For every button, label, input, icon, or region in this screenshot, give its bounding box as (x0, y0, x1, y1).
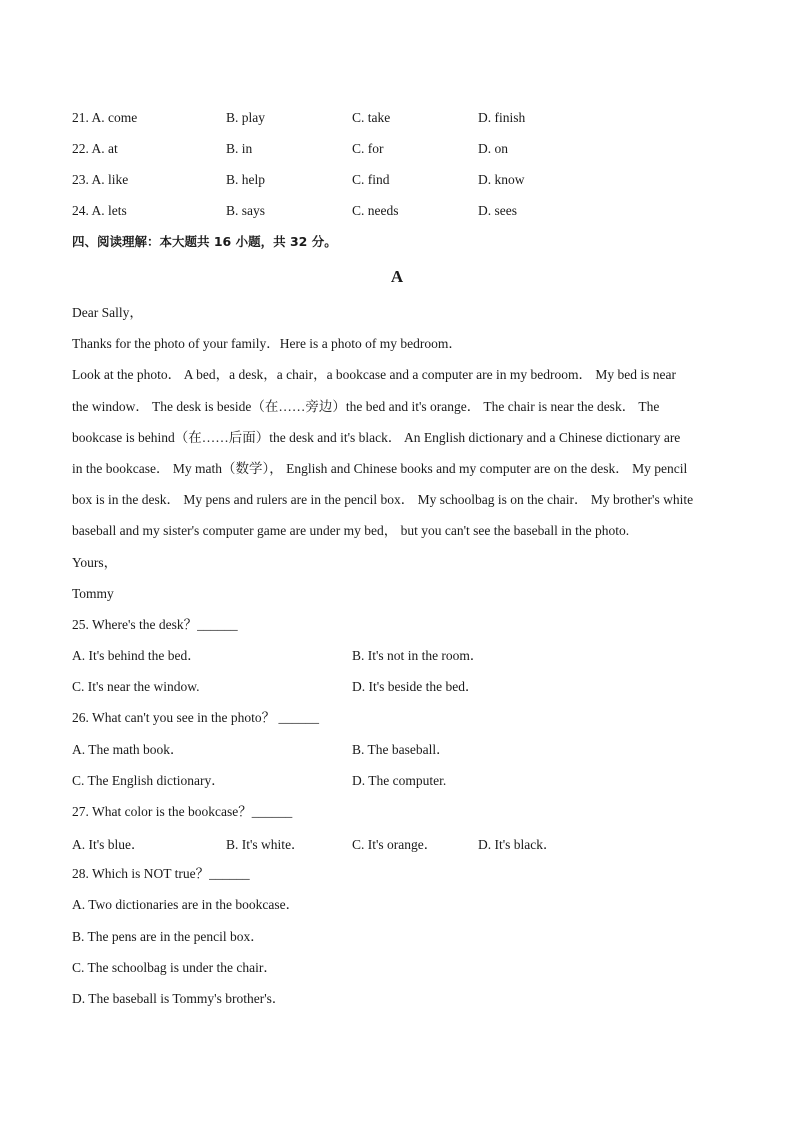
answer-d: D. The computer. (352, 772, 447, 788)
passage-title: A (390, 267, 404, 286)
cloze-row-21 (72, 102, 722, 133)
question-stem: 27. What color is the bookcase？______ (72, 804, 293, 819)
letter-signature: Tommy (72, 585, 114, 601)
letter-line: Thanks for the photo of your family．Here is a photo of my bedroom． (72, 336, 462, 352)
question-stem: 28. Which is NOT true？______ (72, 866, 250, 882)
question-stem: 25. Where's the desk？______ (72, 616, 238, 632)
option-a: 22. A. at (72, 140, 118, 156)
answer-b: B. It's not in the room． (352, 648, 484, 664)
option-d: D. know (478, 171, 525, 187)
option-c: C. take (352, 109, 391, 125)
answer-d: D. It's beside the bed． (352, 679, 479, 695)
answer-b: B. The baseball． (352, 741, 450, 757)
letter-closing: Yours， (72, 554, 118, 570)
cloze-row-24 (72, 195, 722, 226)
exam-page (72, 102, 722, 1014)
option-a: 21. A. come (72, 109, 138, 125)
answer-c: C. It's orange． (352, 836, 438, 852)
option-b: B. play (226, 109, 265, 125)
answer-a: A. Two dictionaries are in the bookcase． (72, 897, 300, 913)
question-stem: 26. What can't you see in the photo？ ______ (72, 710, 320, 726)
option-d: D. on (478, 140, 508, 156)
question-28 (72, 858, 722, 1014)
question-26 (72, 702, 722, 796)
letter-line: the window． The desk is beside（在……旁边）the bed and it's orange． The chair is near the desk． The (72, 398, 660, 414)
option-c: C. for (352, 140, 384, 156)
option-a: 23. A. like (72, 171, 129, 187)
letter-line: baseball and my sister's computer game are under my bed， but you can't see the baseball in the photo. (72, 523, 630, 539)
option-b: B. help (226, 171, 265, 187)
answer-row (72, 640, 722, 671)
answer-row (72, 734, 722, 765)
cloze-row-22 (72, 133, 722, 164)
letter-line: Look at the photo． A bed，a desk，a chair，a bookcase and a computer are in my bedroom． My bed is near (72, 367, 676, 383)
letter-greeting: Dear Sally， (72, 305, 143, 320)
answer-row (72, 671, 722, 702)
answer-a: A. It's behind the bed． (72, 648, 201, 664)
option-a: 24. A. lets (72, 202, 127, 218)
answer-b: B. It's white． (226, 836, 305, 852)
letter-line: in the bookcase． My math（数学）， English and Chinese books and my computer are on the desk． My pencil (72, 460, 688, 476)
answer-row (72, 827, 722, 858)
question-25 (72, 609, 722, 703)
option-d: D. finish (478, 109, 526, 125)
section-heading: 四、阅读理解：本大题共 16 小题，共 32 分。 (72, 234, 337, 249)
letter-line: box is in the desk． My pens and rulers are in the pencil box． My schoolbag is on the chair． My brother's white (72, 492, 694, 508)
answer-d: D. It's black． (478, 836, 557, 852)
question-27 (72, 796, 722, 858)
letter-line: bookcase is behind（在……后面）the desk and it's black． An English dictionary and a Chinese dictionary are (72, 429, 681, 445)
answer-row (72, 765, 722, 796)
answer-c: C. It's near the window. (72, 679, 200, 695)
answer-a: A. The math book． (72, 741, 184, 757)
letter (72, 297, 722, 609)
cloze-options (72, 102, 722, 226)
option-b: B. says (226, 202, 266, 218)
answer-a: A. It's blue． (72, 836, 145, 852)
option-d: D. sees (478, 202, 517, 218)
answer-b: B. The pens are in the pencil box． (72, 928, 264, 944)
answer-d: D. The baseball is Tommy's brother's． (72, 990, 286, 1006)
option-c: C. find (352, 171, 390, 187)
cloze-row-23 (72, 164, 722, 195)
option-c: C. needs (352, 202, 399, 218)
answer-c: C. The schoolbag is under the chair． (72, 959, 277, 975)
answer-c: C. The English dictionary． (72, 772, 225, 788)
option-b: B. in (226, 140, 253, 156)
